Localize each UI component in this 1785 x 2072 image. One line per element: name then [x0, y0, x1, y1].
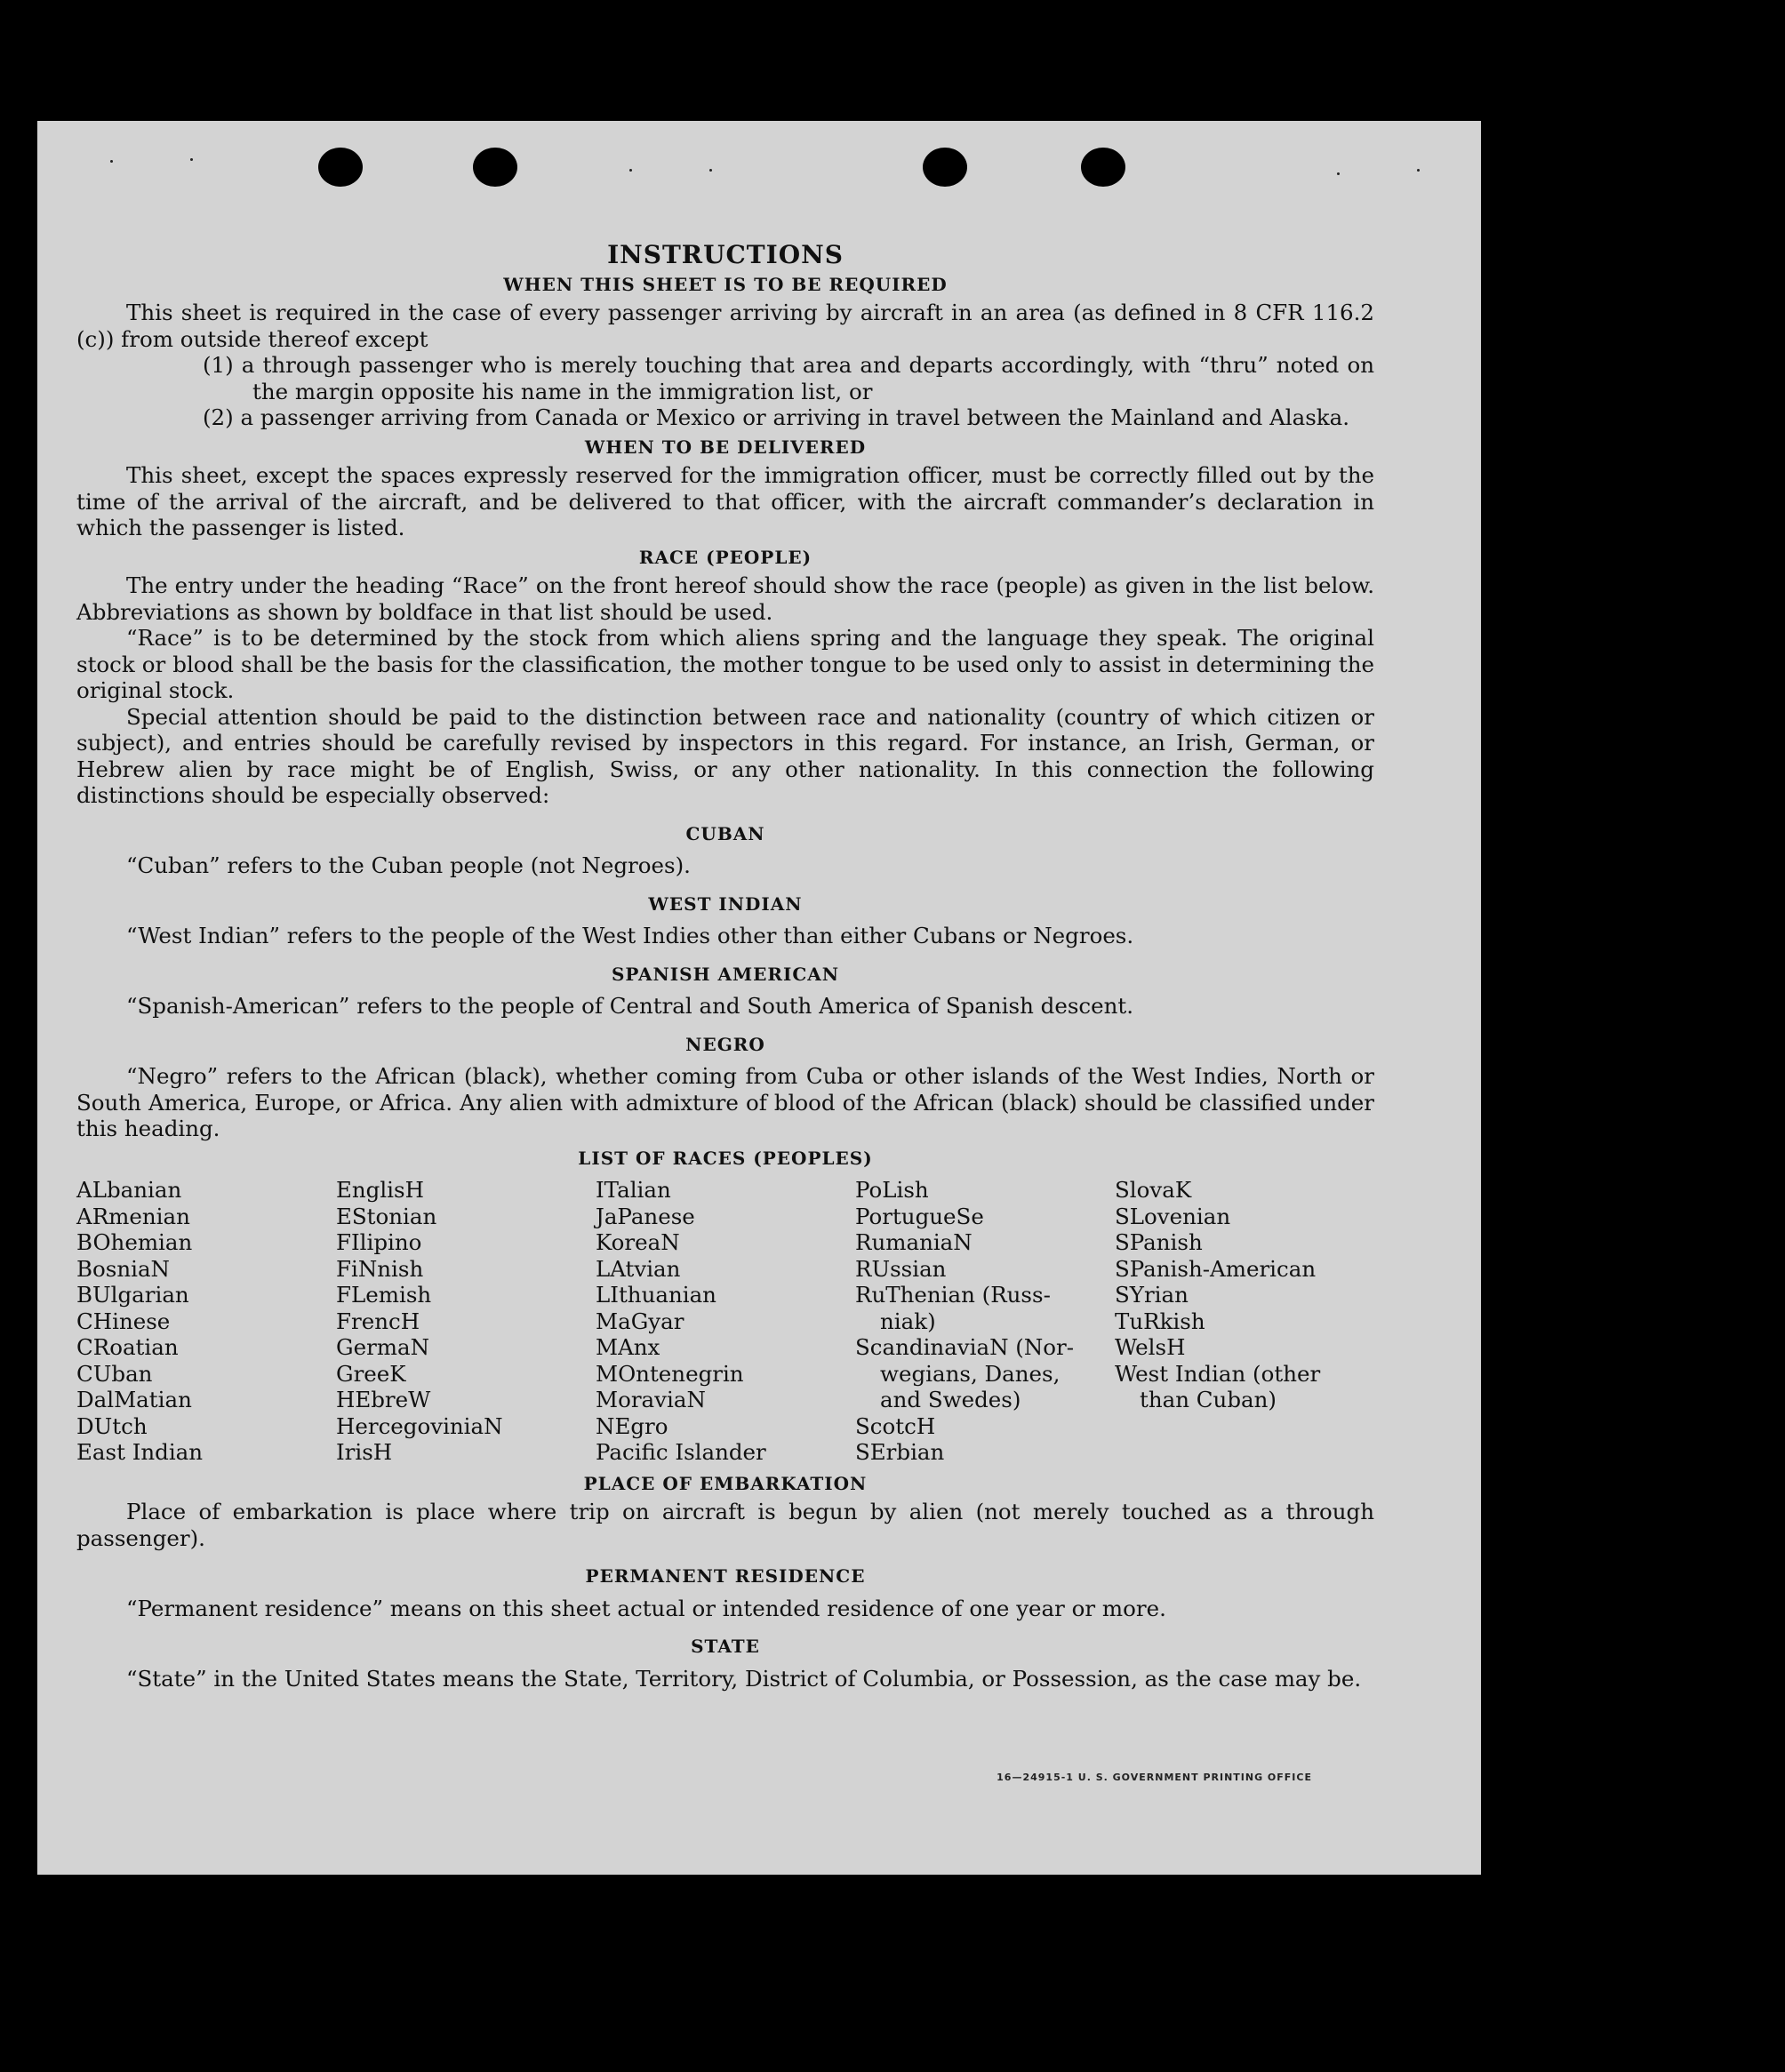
page-title: INSTRUCTIONS	[607, 240, 844, 269]
race-entry: BosniaN	[76, 1255, 170, 1282]
race-entry: FLemish	[336, 1282, 432, 1308]
races-column-2	[336, 1177, 596, 1466]
race-entry: DalMatian	[76, 1387, 192, 1412]
race-entry-continued: than Cuban)	[1140, 1387, 1277, 1412]
heading-when-required: WHEN THIS SHEET IS TO BE REQUIRED	[503, 273, 948, 295]
west-indian-text: “West Indian” refers to the people of the West Indies other than either Cubans or Negroes.	[126, 923, 1134, 948]
embarkation-text: Place of embarkation is place where trip on aircraft is begun by alien (not merely touched as a through passenger).	[76, 1499, 1374, 1551]
race-entry: SLovenian	[1115, 1203, 1231, 1229]
race-paragraph-1: The entry under the heading “Race” on the front hereof should show the race (people) as given in the list below. Abbreviations as shown by boldface in that list should be used.	[76, 572, 1374, 625]
printer-code: 16—24915-1 U. S. GOVERNMENT PRINTING OFFICE	[997, 1772, 1312, 1783]
race-paragraph-3: Special attention should be paid to the distinction between race and nationality (country of which citizen or subject), and entries should be carefully revised by inspectors in this regard. For instance, an Irish, German, or Hebrew alien by race might be of English, Swiss, or any other nationality. In this connection the following distinctions should be especially observed:	[76, 703, 1374, 808]
race-entry: LAtvian	[596, 1255, 681, 1282]
race-entry: SPanish	[1115, 1229, 1203, 1255]
negro-text: “Negro” refers to the African (black), whether coming from Cuba or other islands of the West Indies, North or South America, Europe, or Africa. Any alien with admixture of blood of the African (black) should be classified under this heading.	[76, 1063, 1374, 1141]
race-entry: GreeK	[336, 1360, 406, 1387]
document-sheet	[37, 121, 1481, 1875]
race-entry: BOhemian	[76, 1229, 193, 1255]
races-column-5	[1115, 1177, 1374, 1466]
race-entry: MaGyar	[596, 1308, 684, 1334]
speck	[1337, 172, 1340, 175]
heading-race: RACE (PEOPLE)	[638, 546, 812, 568]
race-entry: West Indian (other	[1115, 1360, 1321, 1387]
race-entry-continued: wegians, Danes,	[880, 1360, 1061, 1387]
when-required-item-1: (1) a through passenger who is merely touching that area and departs accordingly, with “thru” noted on the margin opposite his name in the immigration list, or	[203, 352, 1374, 404]
race-entry: LIthuanian	[596, 1282, 716, 1308]
cuban-text: “Cuban” refers to the Cuban people (not Negroes).	[126, 852, 691, 878]
race-entry: SlovaK	[1115, 1177, 1192, 1203]
race-entry: EStonian	[336, 1203, 437, 1229]
race-entry: IrisH	[336, 1439, 393, 1465]
race-entry: ALbanian	[76, 1177, 182, 1203]
when-required-item-2: (2) a passenger arriving from Canada or Mexico or arriving in travel between the Mainland and Alaska.	[203, 404, 1350, 430]
punch-hole	[1081, 148, 1125, 187]
race-entry: ITalian	[596, 1177, 671, 1203]
race-entry: ScotcH	[855, 1412, 936, 1439]
race-entry: ScandinaviaN (Nor-	[855, 1334, 1075, 1360]
race-entry: PoLish	[855, 1177, 929, 1203]
race-entry: MAnx	[596, 1334, 660, 1360]
race-entry: SPanish-American	[1115, 1255, 1317, 1282]
residence-text: “Permanent residence” means on this sheet actual or intended residence of one year or more.	[126, 1595, 1166, 1621]
punch-hole	[473, 148, 517, 187]
heading-spanish-american: SPANISH AMERICAN	[611, 963, 840, 985]
race-entry: TuRkish	[1115, 1308, 1205, 1334]
race-paragraph-2: “Race” is to be determined by the stock from which aliens spring and the language they speak. The original stock or blood shall be the basis for the classification, the mother tongue to be used only to assist in determining the original stock.	[76, 625, 1374, 703]
race-entry: RuThenian (Russ-	[855, 1282, 1051, 1308]
spanish-american-text: “Spanish-American” refers to the people of Central and South America of Spanish descent.	[126, 993, 1134, 1019]
race-entry: ARmenian	[76, 1203, 190, 1229]
speck	[190, 158, 193, 161]
heading-when-delivered: WHEN TO BE DELIVERED	[584, 436, 867, 458]
race-entry: EnglisH	[336, 1177, 424, 1203]
races-column-1	[76, 1177, 336, 1466]
race-entry: KoreaN	[596, 1229, 680, 1255]
race-entry: MoraviaN	[596, 1387, 706, 1412]
document-content	[76, 242, 1374, 1692]
race-entry: CUban	[76, 1360, 153, 1387]
heading-embarkation: PLACE OF EMBARKATION	[583, 1472, 868, 1494]
race-entry: DUtch	[76, 1412, 148, 1439]
race-entry: Pacific Islander	[596, 1439, 766, 1465]
race-entry: NEgro	[596, 1412, 668, 1439]
race-entry: CRoatian	[76, 1334, 179, 1360]
race-entry: RUssian	[855, 1255, 947, 1282]
heading-state: STATE	[691, 1636, 760, 1657]
punch-hole	[923, 148, 967, 187]
when-delivered-text: This sheet, except the spaces expressly reserved for the immigration officer, must be correctly filled out by the time of the arrival of the aircraft, and be delivered to that officer, with the aircraft commander’s declaration in which the passenger is listed.	[76, 462, 1374, 540]
race-entry: SErbian	[855, 1439, 945, 1465]
races-column-4	[855, 1177, 1115, 1466]
when-required-intro: This sheet is required in the case of every passenger arriving by aircraft in an area (as defined in 8 CFR 116.2 (c)) from outside thereof except	[76, 300, 1374, 352]
race-entry: GermaN	[336, 1334, 430, 1360]
race-entry: RumaniaN	[855, 1229, 973, 1255]
heading-west-indian: WEST INDIAN	[648, 892, 803, 915]
speck	[110, 160, 113, 163]
race-entry: WelsH	[1115, 1334, 1186, 1360]
speck	[1417, 169, 1420, 172]
state-text: “State” in the United States means the State, Territory, District of Columbia, or Possession, as the case may be.	[126, 1665, 1362, 1692]
heading-cuban: CUBAN	[685, 822, 765, 844]
race-entry: HercegoviniaN	[336, 1412, 503, 1439]
race-entry: FIlipino	[336, 1229, 422, 1255]
races-list	[76, 1177, 1374, 1466]
race-entry: MOntenegrin	[596, 1360, 744, 1387]
race-entry: CHinese	[76, 1308, 171, 1334]
race-entry: HEbreW	[336, 1387, 431, 1412]
races-column-3	[596, 1177, 855, 1466]
heading-list-of-races: LIST OF RACES (PEOPLES)	[578, 1147, 873, 1169]
punch-hole	[318, 148, 363, 187]
race-entry: BUlgarian	[76, 1282, 189, 1308]
speck	[629, 169, 632, 172]
heading-permanent-residence: PERMANENT RESIDENCE	[585, 1565, 866, 1587]
race-entry: SYrian	[1115, 1282, 1189, 1308]
heading-negro: NEGRO	[685, 1033, 765, 1055]
race-entry: East Indian	[76, 1439, 204, 1465]
race-entry-continued: and Swedes)	[880, 1387, 1021, 1412]
race-entry: PortugueSe	[855, 1203, 984, 1229]
race-entry: FiNnish	[336, 1255, 424, 1282]
race-entry: JaPanese	[596, 1203, 695, 1229]
race-entry: FrencH	[336, 1308, 420, 1334]
race-entry-continued: niak)	[880, 1308, 936, 1334]
speck	[709, 169, 712, 172]
